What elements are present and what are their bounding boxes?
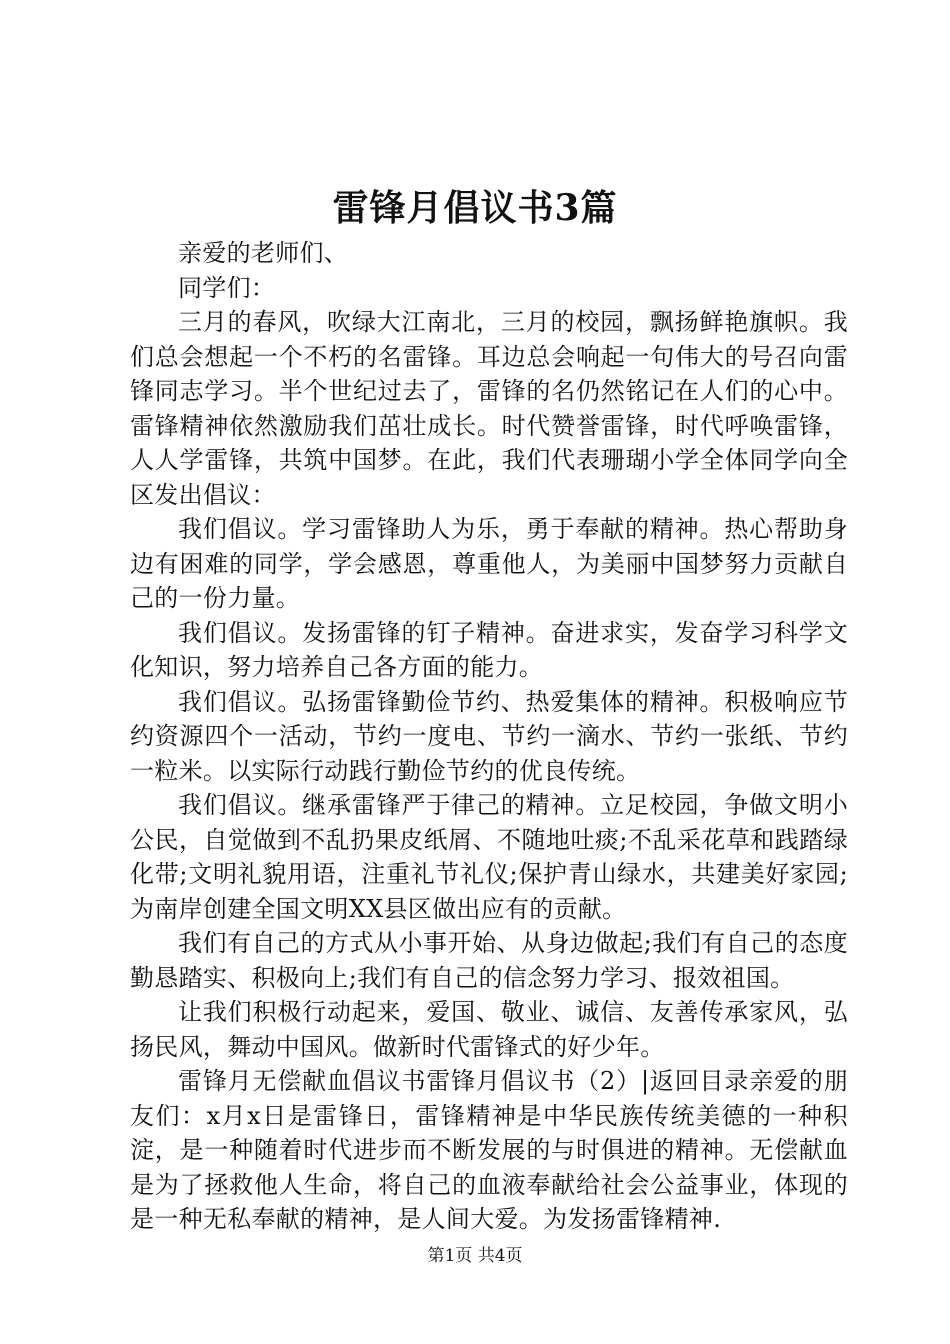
body-paragraph: 同学们：	[178, 273, 276, 302]
body-paragraph: 我们倡议。弘扬雷锋勤俭节约、热爱集体的精神。积极响应节约资源四个一活动，节约一度电、节约一滴水、节约一张纸、节约一粒米。以实际行动践行勤俭节约的优良传统。	[130, 687, 848, 785]
document-title: 雷锋月倡议书3篇	[332, 187, 618, 229]
body-paragraph: 我们有自己的方式从小事开始、从身边做起;我们有自己的态度勤恳踏实、积极向上;我们有自己的信念努力学习、报效祖国。	[130, 929, 848, 992]
body-paragraph: 我们倡议。学习雷锋助人为乐，勇于奉献的精神。热心帮助身边有困难的同学，学会感恩，尊重他人，为美丽中国梦努力贡献自己的一份力量。	[130, 515, 848, 612]
body-paragraph: 亲爱的老师们、	[178, 239, 349, 267]
document-body	[130, 236, 848, 1237]
body-paragraph: 雷锋月无偿献血倡议书雷锋月倡议书（2）|返回目录亲爱的朋友们：x月x日是雷锋日，雷锋精神是中华民族传统美德的一种积淀，是一种随着时代进步而不断发展的与时俱进的精神。无偿献血是为了拯救他人生命，将自己的血液奉献给社会公益事业，体现的是一种无私奉献的精神，是人间大爱。为发扬雷锋精神.	[130, 1067, 848, 1233]
page-number-footer: 第1页 共4页	[427, 1246, 523, 1266]
body-paragraph: 让我们积极行动起来，爱国、敬业、诚信、友善传承家风，弘扬民风，舞动中国风。做新时代雷锋式的好少年。	[130, 998, 848, 1061]
body-paragraph: 三月的春风，吹绿大江南北，三月的校园，飘扬鲜艳旗帜。我们总会想起一个不朽的名雷锋。耳边总会响起一句伟大的号召向雷锋同志学习。半个世纪过去了，雷锋的名仍然铭记在人们的心中。雷锋精神依然激励我们茁壮成长。时代赞誉雷锋，时代呼唤雷锋，人人学雷锋，共筑中国梦。在此，我们代表珊瑚小学全体同学向全区发出倡议：	[130, 308, 848, 509]
body-paragraph: 我们倡议。发扬雷锋的钉子精神。奋进求实，发奋学习科学文化知识，努力培养自己各方面的能力。	[130, 618, 848, 681]
body-paragraph: 我们倡议。继承雷锋严于律己的精神。立足校园，争做文明小公民，自觉做到不乱扔果皮纸屑、不随地吐痰;不乱采花草和践踏绿化带;文明礼貌用语，注重礼节礼仪;保护青山绿水，共建美好家园;为南岸创建全国文明XX县区做出应有的贡献。	[130, 791, 848, 923]
